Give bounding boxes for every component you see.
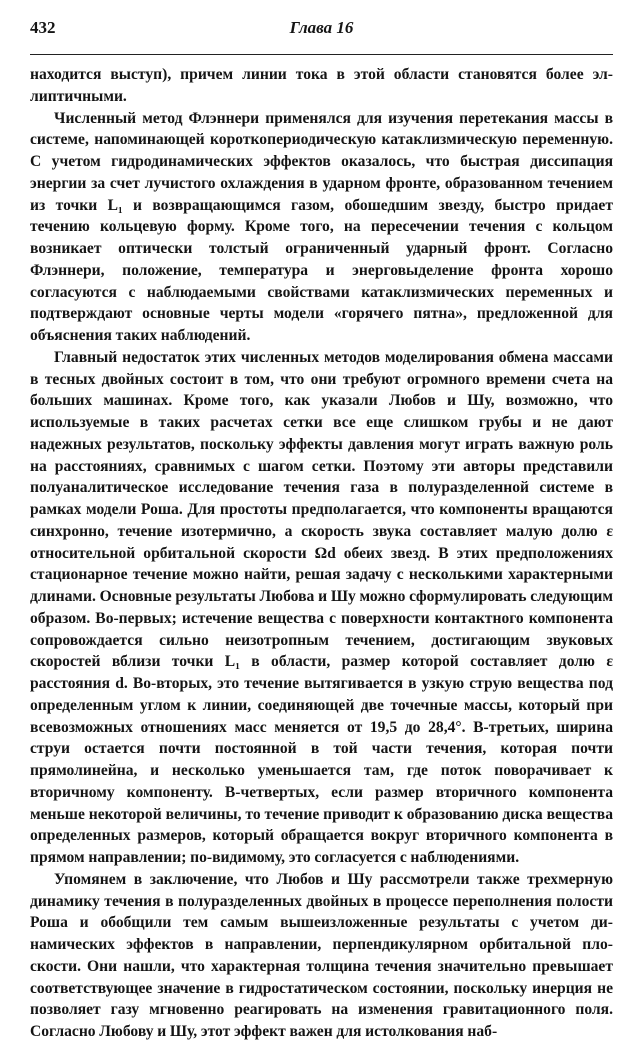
page-header	[30, 18, 613, 40]
paragraph: находится выступ), причем линии тока в этой области становятся более эллиптичными.	[30, 66, 613, 105]
running-head: Глава 16	[289, 18, 354, 37]
paragraph: Упомянем в заключение, что Любов и Шу рассмотрели также трехмерную динамику течения в полуразделенных двойных в процессе переполнения полости Роша и обобщили тем самым вышеизложенные результаты с учетом динамических эффектов в направлении, перпендикулярном орбитальной плоскости. Они нашли, что характерная толщина течения значительно превышает соответствующее значение в гидростатическом состоянии, поскольку инерция не позволяет газу мгновенно реагировать на изменения гравитационного поля. Согласно Любову и Шу, этот эффект важен для истолкования наб-	[30, 870, 613, 1040]
page-number: 432	[30, 18, 56, 37]
paragraph: Численный метод Флэннери применялся для изучения перетекания массы в системе, напоминающей короткопериодическую катаклизмическую переменную. С учетом гидродинамических эффектов оказалось, что быстрая диссипация энергии за счет лучистого охлаждения в ударном фронте, образованном течением из точки L₁ и возвращающимся газом, обошедшим звезду, быстро придает течению кольцевую форму. Кроме того, на пересечении течения с кольцом возникает оптически толстый ограниченный ударный фронт. Согласно Флэннери, положение, температура и энерговыделение фронта хорошо согласуются с наблюдаемыми свойствами катаклизмических переменных и подтверждают основные черты модели «горячего пятна», предложенной для объяснения таких наблюдений.	[30, 109, 613, 344]
header-rule	[30, 54, 613, 55]
paragraph: Главный недостаток этих численных методов моделирования обмена массами в тесных двойных состоит в том, что они требуют огромного времени счета на больших машинах. Кроме того, как указали Любов и Шу, возможно, что используемые в таких расчетах сетки все еще слишком грубы и не дают надежных результатов, поскольку эффекты давления могут играть важную роль на расстояниях, сравнимых с шагом сетки. Поэтому эти авторы представили полуаналитическое исследование течения газа в полуразделенной системе в рамках модели Роша. Для простоты предполагается, что компоненты вращаются синхронно, течение изотермично, а скорость звука составляет малую долю ε относительной орбитальной скорости Ωd обеих звезд. В этих предположениях стационарное течение можно найти, решая задачу с несколькими характерными длинами. Основные результаты Любова и Шу можно сформулировать следующим образом. Во-первых; истечение вещества с поверхности контактного компонента сопровождается сильно неизотропным течением, достигающим звуковых скоростей вблизи точки L₁ в области, размер которой составляет долю ε расстояния d. Во-вторых, это течение вытягивается в узкую струю вещества под определенным углом к линии, соединяющей две точечные массы, который при всевозможных отношениях масс меняется от 19,5 до 28,4°. В-третьих, ширина струи остается почти постоянной в той части течения, которая почти прямолинейна, и несколько уменьшается там, где поток поворачивает к вторичному компоненту. В-четвертых, если размер вторичного компонента меньше некоторой величины, то течение приводит к образованию диска вещества определенных размеров, который обращается вокруг вторичного компонента в прямом направлении; по-видимому, это согласуется с наблюдениями.	[30, 348, 613, 866]
body-text	[30, 64, 613, 1043]
